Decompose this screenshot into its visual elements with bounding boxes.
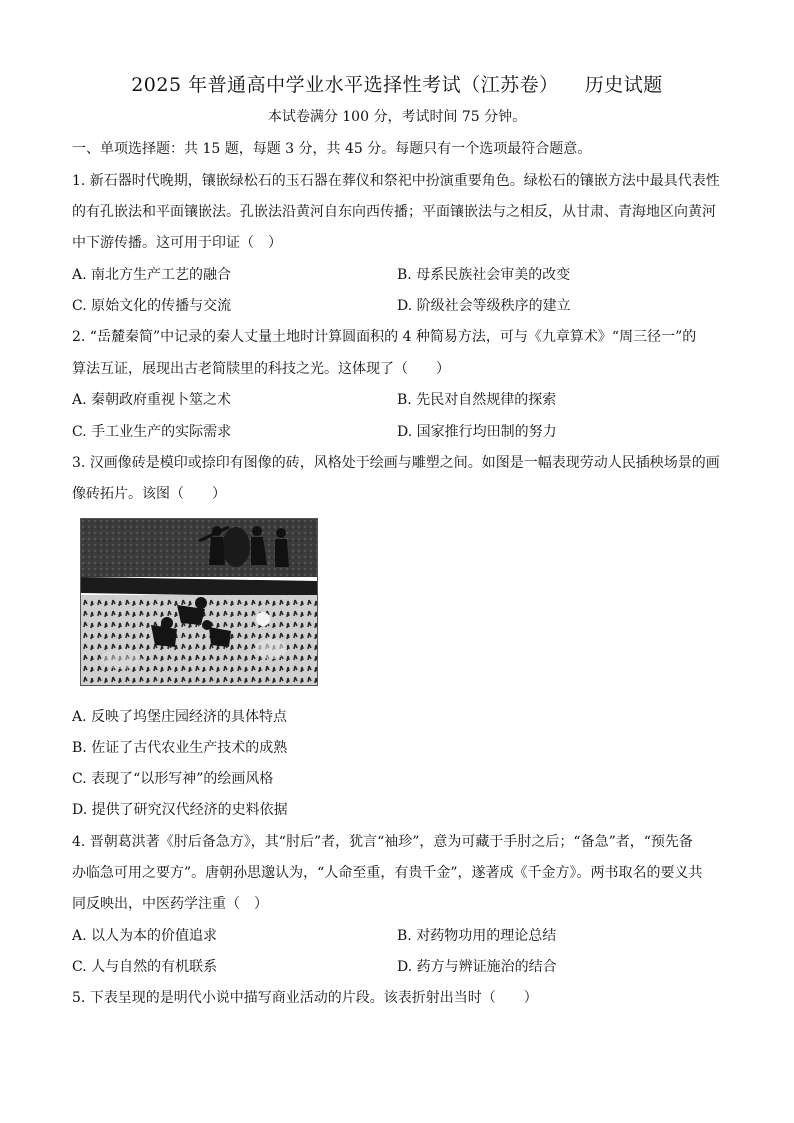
section-heading: 一、单项选择题：共 15 题，每题 3 分，共 45 分。每题只有一个选项最符合题意。 (72, 141, 592, 157)
q3-line-2: 像砖拓片。该图（ ） (72, 486, 226, 502)
q3-option-a: A. 反映了坞堡庄园经济的具体特点 (72, 709, 288, 725)
q2-option-c: C. 手工业生产的实际需求 (72, 424, 232, 440)
q1-line-2: 的有孔嵌法和平面镶嵌法。孔嵌法沿黄河自东向西传播；平面镶嵌法与之相反，从甘肃、青海地区向黄河 (72, 204, 716, 220)
exam-title: 2025 年普通高中学业水平选择性考试（江苏卷） 历史试题 (131, 74, 663, 96)
q5-line-1: 5. 下表呈现的是明代小说中描写商业活动的片段。该表折射出当时（ ） (72, 990, 538, 1006)
q1-line-3: 中下游传播。这可用于印证（ ） (72, 235, 282, 251)
q1-option-d: D. 阶级社会等级秩序的建立 (397, 298, 571, 314)
q3-line-1: 3. 汉画像砖是模印或捺印有图像的砖，风格处于绘画与雕塑之间。如图是一幅表现劳动人民插秧场景的画 (72, 455, 720, 471)
q2-line-2: 算法互证，展现出古老简牍里的科技之光。这体现了（ ） (72, 361, 450, 377)
q2-option-b: B. 先民对自然规律的探索 (397, 392, 557, 408)
q3-option-c: C. 表现了“以形写神”的绘画风格 (72, 771, 274, 787)
q1-option-b: B. 母系民族社会审美的改变 (397, 267, 571, 283)
q1-line-1: 1. 新石器时代晚期，镶嵌绿松石的玉石器在葬仪和祭祀中扮演重要角色。绿松石的镶嵌方法中最具代表性 (72, 173, 720, 189)
q2-option-a: A. 秦朝政府重视卜筮之术 (72, 392, 232, 408)
q4-option-d: D. 药方与辨证施治的结合 (397, 959, 557, 975)
q4-option-a: A. 以人为本的价值追求 (72, 928, 218, 944)
q2-option-d: D. 国家推行均田制的努力 (397, 424, 557, 440)
q3-option-b: B. 佐证了古代农业生产技术的成熟 (72, 740, 288, 756)
exam-subtitle: 本试卷满分 100 分，考试时间 75 分钟。 (267, 109, 527, 125)
brick-rubbing-image (80, 518, 318, 686)
q1-option-c: C. 原始文化的传播与交流 (72, 298, 232, 314)
q4-line-2: 办临急可用之要方”。唐朝孙思邈认为，“人命至重，有贵千金”，遂著成《千金方》。两书取名的要义共 (72, 865, 703, 881)
q4-line-1: 4. 晋朝葛洪著《肘后备急方》，其“肘后”者，犹言“袖珍”，意为可藏于手肘之后；“备急”者，“预先备 (72, 834, 693, 850)
q2-line-1: 2. “岳麓秦简”中记录的秦人丈量土地时计算圆面积的 4 种简易方法，可与《九章算术》“周三径一”的 (72, 329, 697, 345)
q4-option-b: B. 对药物功用的理论总结 (397, 928, 557, 944)
q4-line-3: 同反映出，中医药学注重（ ） (72, 896, 268, 912)
q4-option-c: C. 人与自然的有机联系 (72, 959, 218, 975)
q3-option-d: D. 提供了研究汉代经济的史料依据 (72, 802, 288, 818)
q1-option-a: A. 南北方生产工艺的融合 (72, 267, 232, 283)
